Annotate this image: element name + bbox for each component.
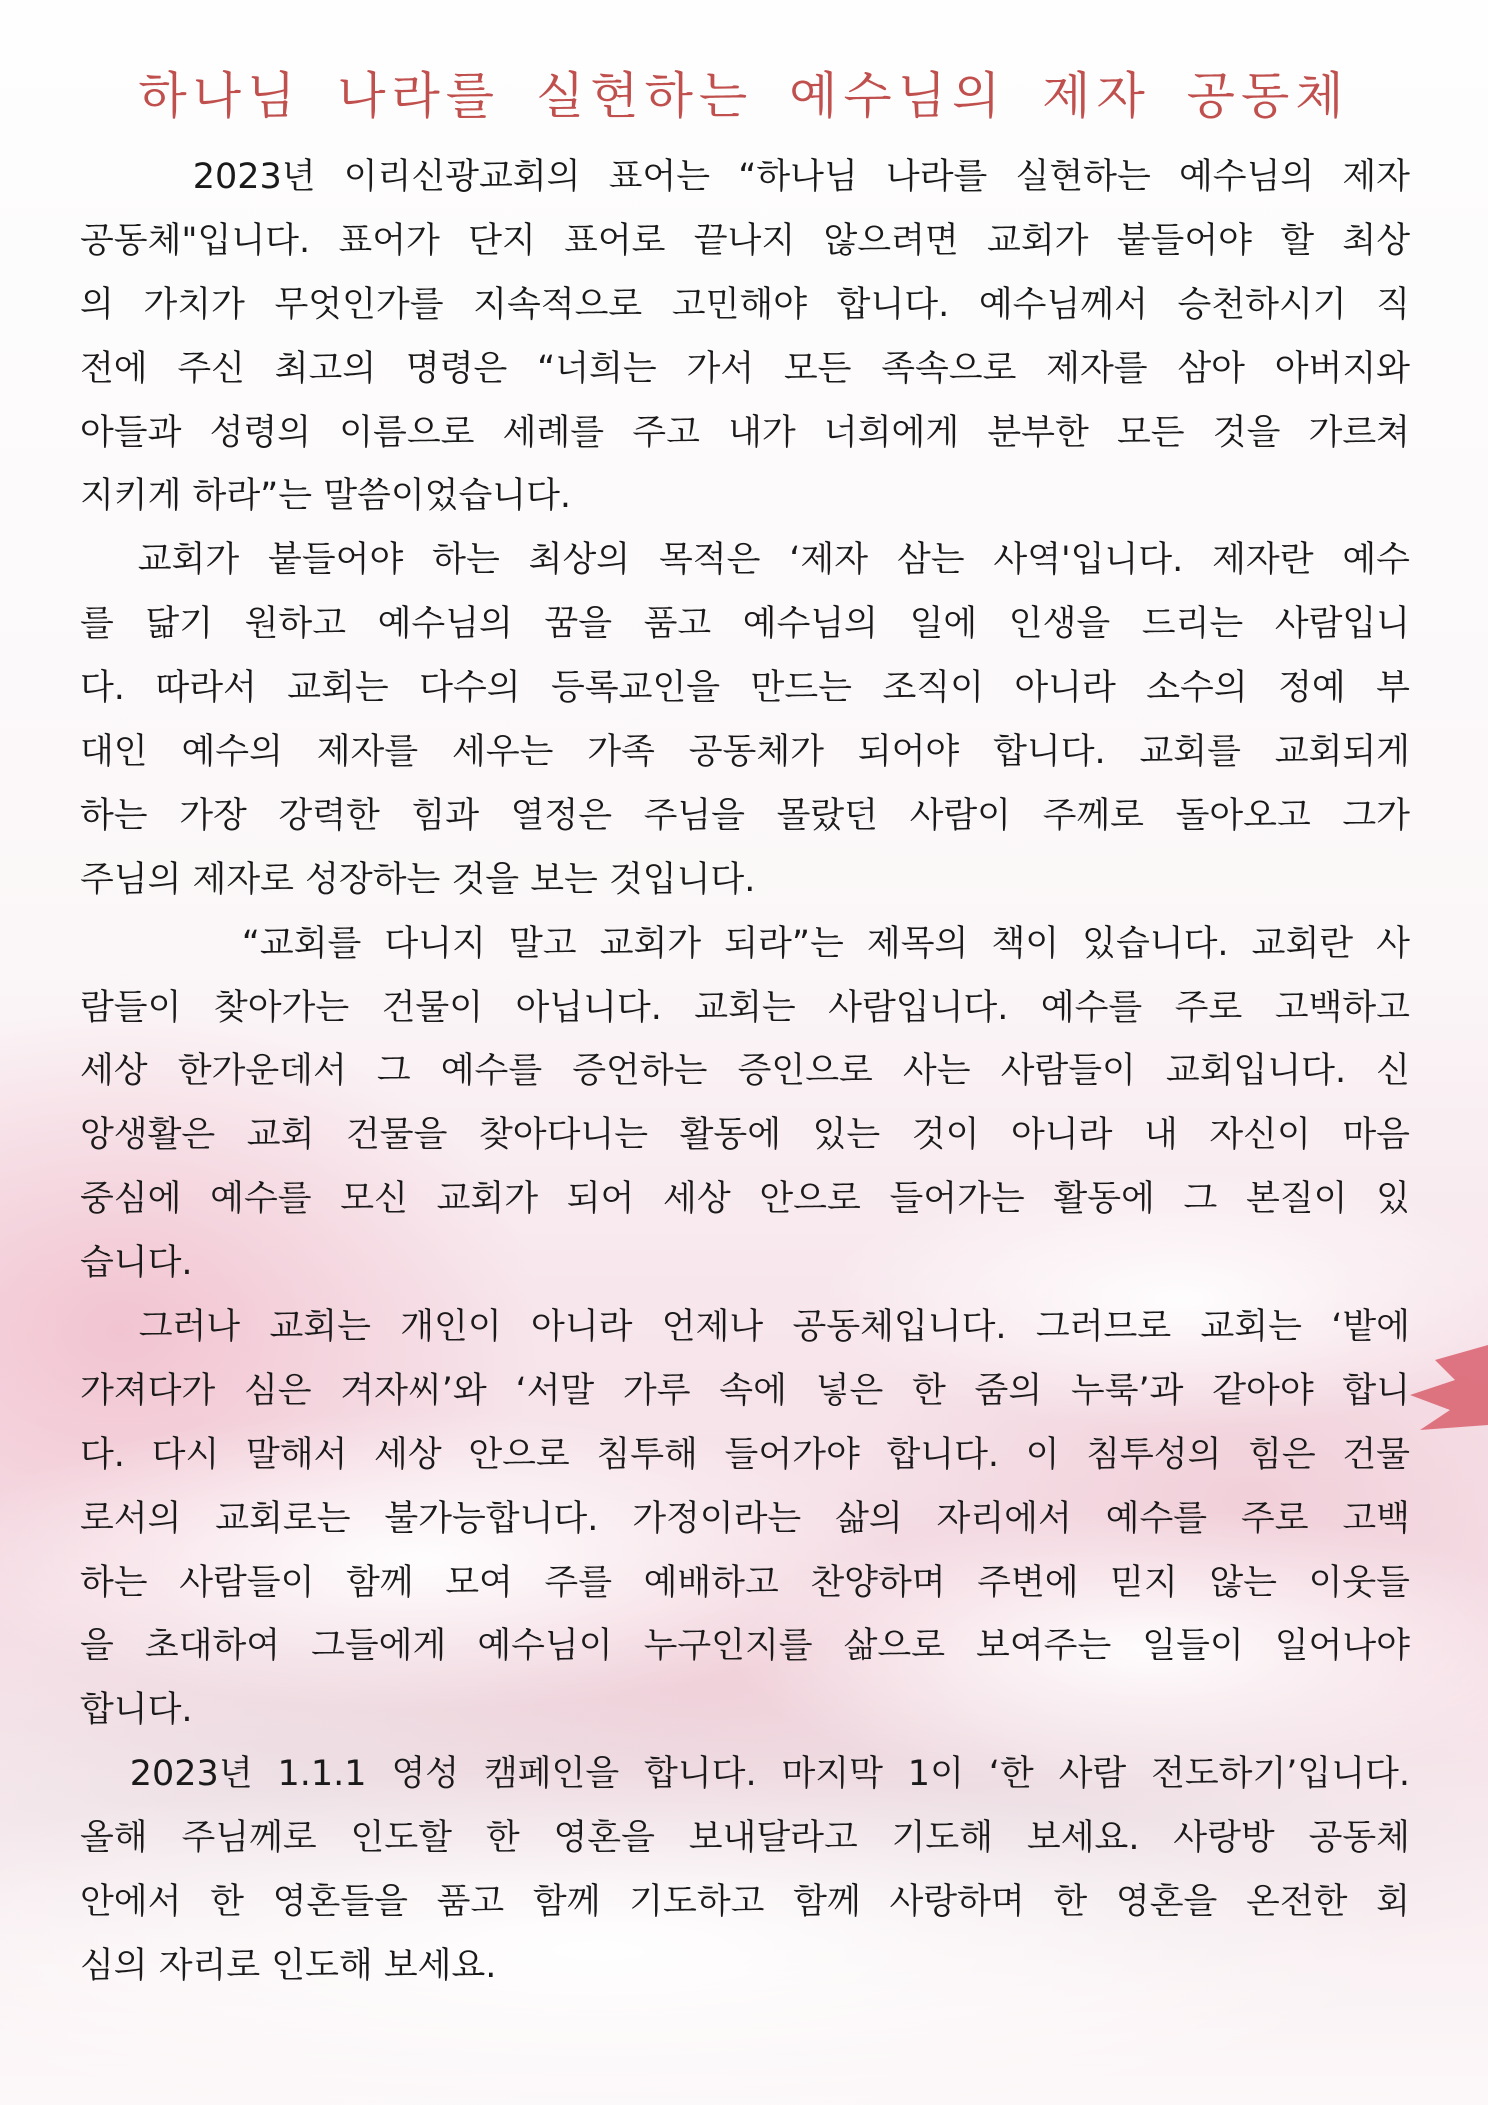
text-line: 람들이 찾아가는 건물이 아닙니다. 교회는 사람입니다. 예수를 주로 고백하고 bbox=[80, 987, 1410, 1028]
paragraph bbox=[80, 1296, 1410, 1743]
text-line: 전에 주신 최고의 명령은 “너희는 가서 모든 족속으로 제자를 삼아 아버지와 bbox=[80, 348, 1410, 389]
text-line: 아들과 성령의 이름으로 세례를 주고 내가 너희에게 분부한 모든 것을 가르쳐 bbox=[80, 412, 1410, 453]
text-line: 다. 다시 말해서 세상 안으로 침투해 들어가야 합니다. 이 침투성의 힘은 건물 bbox=[80, 1434, 1410, 1475]
document-body bbox=[80, 146, 1410, 1999]
text-line: 합니다. bbox=[80, 1690, 193, 1731]
paragraph bbox=[80, 146, 1410, 529]
text-line: “교회를 다니지 말고 교회가 되라”는 제목의 책이 있습니다. 교회란 사 bbox=[80, 923, 1410, 964]
text-line: 앙생활은 교회 건물을 찾아다니는 활동에 있는 것이 아니라 내 자신이 마음 bbox=[80, 1115, 1410, 1156]
text-line: 를 닮기 원하고 예수님의 꿈을 품고 예수님의 일에 인생을 드리는 사람입니 bbox=[80, 604, 1410, 645]
text-line: 공동체"입니다. 표어가 단지 표어로 끝나지 않으려면 교회가 붙들어야 할 최상 bbox=[80, 220, 1410, 261]
document-title: 하나님 나라를 실현하는 예수님의 제자 공동체 bbox=[138, 67, 1350, 125]
text-line: 안에서 한 영혼들을 품고 함께 기도하고 함께 사랑하며 한 영혼을 온전한 회 bbox=[80, 1882, 1410, 1923]
text-line: 가져다가 심은 겨자씨’와 ‘서말 가루 속에 넣은 한 줌의 누룩’과 같아야 합니 bbox=[80, 1370, 1410, 1411]
text-line: 대인 예수의 제자를 세우는 가족 공동체가 되어야 합니다. 교회를 교회되게 bbox=[80, 732, 1410, 773]
text-line: 로서의 교회로는 불가능합니다. 가정이라는 삶의 자리에서 예수를 주로 고백 bbox=[80, 1498, 1410, 1539]
text-line: 세상 한가운데서 그 예수를 증언하는 증인으로 사는 사람들이 교회입니다. 신 bbox=[80, 1051, 1410, 1092]
text-line: 올해 주님께로 인도할 한 영혼을 보내달라고 기도해 보세요. 사랑방 공동체 bbox=[80, 1818, 1410, 1859]
text-line: 2023년 1.1.1 영성 캠페인을 합니다. 마지막 1이 ‘한 사람 전도하기’입니다. bbox=[80, 1754, 1410, 1795]
text-line: 2023년 이리신광교회의 표어는 “하나님 나라를 실현하는 예수님의 제자 bbox=[80, 157, 1410, 197]
text-line: 심의 자리로 인도해 보세요. bbox=[80, 1945, 497, 1986]
text-line: 의 가치가 무엇인가를 지속적으로 고민해야 합니다. 예수님께서 승천하시기 직 bbox=[80, 284, 1410, 325]
text-line: 을 초대하여 그들에게 예수님이 누구인지를 삶으로 보여주는 일들이 일어나야 bbox=[80, 1626, 1410, 1667]
text-line: 습니다. bbox=[80, 1243, 193, 1284]
text-line: 중심에 예수를 모신 교회가 되어 세상 안으로 들어가는 활동에 그 본질이 있 bbox=[80, 1179, 1410, 1220]
paragraph bbox=[80, 913, 1410, 1296]
text-line: 그러나 교회는 개인이 아니라 언제나 공동체입니다. 그러므로 교회는 ‘밭에 bbox=[80, 1307, 1410, 1348]
paragraph bbox=[80, 1743, 1410, 1999]
text-line: 지키게 하라”는 말씀이었습니다. bbox=[80, 476, 572, 517]
text-line: 주님의 제자로 성장하는 것을 보는 것입니다. bbox=[80, 859, 756, 900]
text-line: 하는 가장 강력한 힘과 열정은 주님을 몰랐던 사람이 주께로 돌아오고 그가 bbox=[80, 795, 1410, 836]
text-line: 하는 사람들이 함께 모여 주를 예배하고 찬양하며 주변에 믿지 않는 이웃들 bbox=[80, 1562, 1410, 1603]
text-line: 교회가 붙들어야 하는 최상의 목적은 ‘제자 삼는 사역'입니다. 제자란 예수 bbox=[80, 540, 1410, 581]
text-line: 다. 따라서 교회는 다수의 등록교인을 만드는 조직이 아니라 소수의 정예 부 bbox=[80, 668, 1410, 709]
paragraph bbox=[80, 529, 1410, 912]
